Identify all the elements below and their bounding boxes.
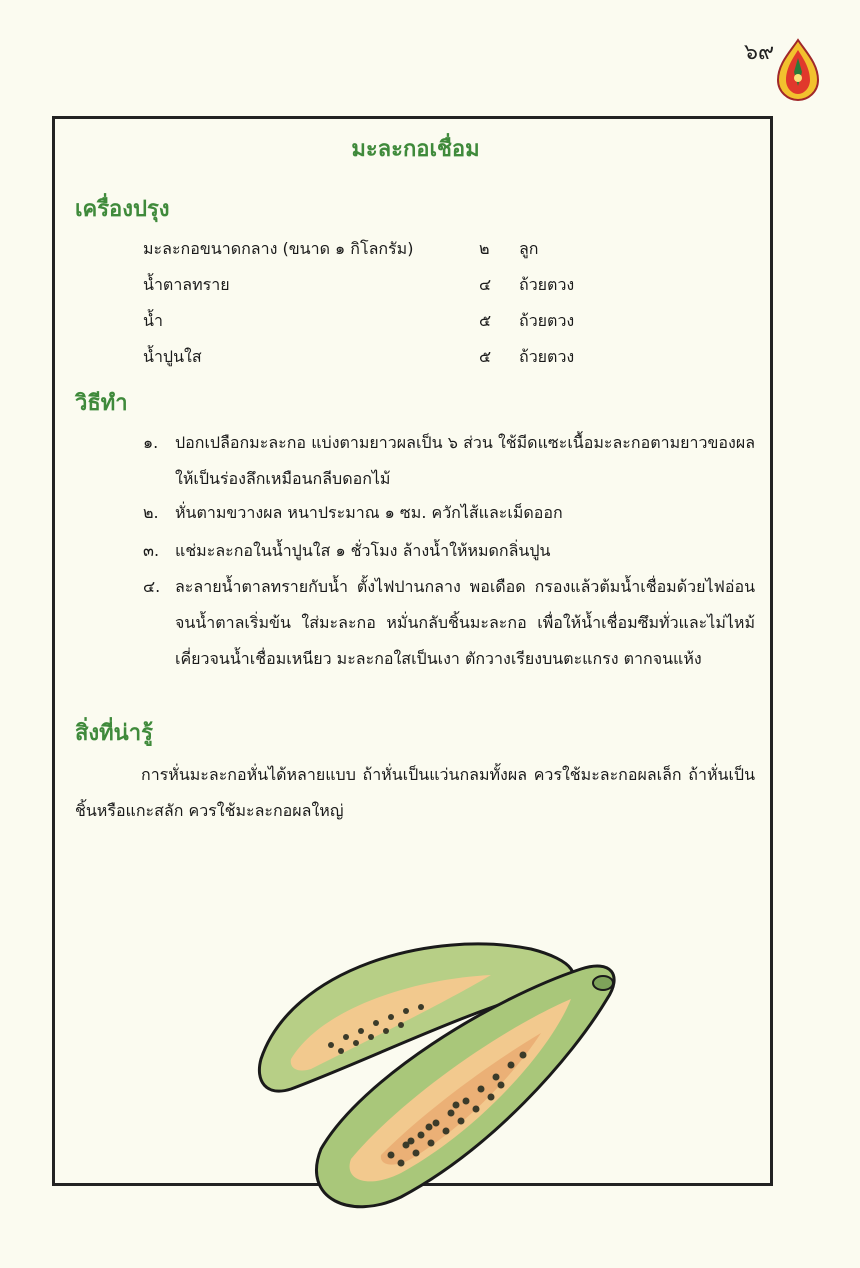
- papaya-illustration: [251, 909, 621, 1209]
- ingredient-unit: ลูก: [519, 239, 539, 258]
- ingredient-qty: ๒: [479, 239, 490, 258]
- page-number: ๖๙: [744, 40, 775, 65]
- step-item: [143, 569, 755, 713]
- royal-emblem-icon: [776, 38, 820, 102]
- ingredient-qty: ๕: [479, 347, 492, 366]
- step-text: ละลายน้ำตาลทรายกับน้ำ ตั้งไฟปานกลาง พอเดือด กรองแล้วต้มน้ำเชื่อมด้วยไฟอ่อนจนน้ำตาลเริ่มข้น ใส่มะละกอ หมั่นกลับชิ้นมะละกอ เพื่อให้น้ำเชื่อมซึมทั่วและไม่ไหม้ เคี่ยวจนน้ำเชื่อมเหนียว มะละกอใสเป็นเงา ตักวางเรียงบนตะแกรง ตากจนแห้ง: [175, 577, 755, 668]
- ingredient-unit: ถ้วยตวง: [519, 275, 575, 294]
- recipe-title: มะละกอเชื่อม: [351, 137, 480, 162]
- ingredient-row: [143, 309, 743, 341]
- step-number: ๓.: [143, 541, 160, 560]
- step-text: แช่มะละกอในน้ำปูนใส ๑ ชั่วโมง ล้างน้ำให้หมดกลิ่นปูน: [175, 541, 551, 560]
- step-number: ๑.: [143, 433, 159, 452]
- ingredient-row: [143, 237, 743, 269]
- step-item: [143, 533, 755, 569]
- recipe-frame: [52, 116, 773, 1186]
- step-item: [143, 425, 755, 497]
- ingredient-name: น้ำตาลทราย: [143, 275, 230, 294]
- fact-text: การหั่นมะละกอหั่นได้หลายแบบ ถ้าหั่นเป็นแว่นกลมทั้งผล ควรใช้มะละกอผลเล็ก ถ้าหั่นเป็นชิ้นหรือแกะสลัก ควรใช้มะละกอผลใหญ่: [75, 765, 755, 820]
- ingredient-unit: ถ้วยตวง: [519, 347, 575, 366]
- step-number: ๒.: [143, 503, 159, 522]
- method-heading: วิธีทำ: [75, 391, 128, 416]
- ingredient-qty: ๔: [479, 275, 492, 294]
- step-text: ปอกเปลือกมะละกอ แบ่งตามยาวผลเป็น ๖ ส่วน ใช้มีดแซะเนื้อมะละกอตามยาวของผลให้เป็นร่องลึกเหมือนกลีบดอกไม้: [175, 433, 755, 488]
- step-number: ๔.: [143, 577, 161, 596]
- ingredient-name: มะละกอขนาดกลาง (ขนาด ๑ กิโลกรัม): [143, 239, 414, 258]
- ingredient-name: น้ำปูนใส: [143, 347, 202, 366]
- ingredient-row: [143, 345, 743, 377]
- ingredients-heading: เครื่องปรุง: [75, 197, 170, 222]
- ingredient-name: น้ำ: [143, 311, 163, 330]
- ingredient-unit: ถ้วยตวง: [519, 311, 575, 330]
- fact-heading: สิ่งที่น่ารู้: [75, 721, 153, 746]
- ingredient-row: [143, 273, 743, 305]
- ingredient-qty: ๕: [479, 311, 492, 330]
- step-text: หั่นตามขวางผล หนาประมาณ ๑ ซม. ควักไส้และเม็ดออก: [175, 503, 563, 522]
- step-item: [143, 495, 755, 531]
